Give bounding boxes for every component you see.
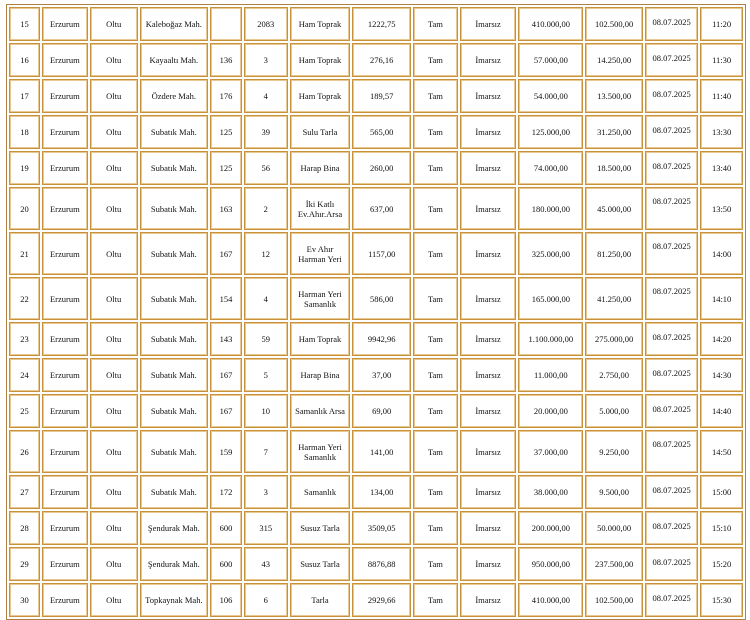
property-type-cell: Samanlık (290, 475, 351, 509)
block-number-cell (210, 7, 242, 41)
district-cell: Oltu (90, 475, 138, 509)
estimated-value-cell: 37.000,00 (518, 430, 583, 473)
province-cell: Erzurum (42, 394, 88, 428)
district-cell: Oltu (90, 151, 138, 185)
estimated-value-cell: 180.000,00 (518, 187, 583, 230)
auction-table (6, 4, 746, 620)
table-row (9, 475, 743, 509)
table-row (9, 547, 743, 581)
province-cell: Erzurum (42, 547, 88, 581)
neighborhood-cell: Subatık Mah. (140, 430, 208, 473)
area-cell: 9942,96 (352, 322, 411, 356)
share-cell: Tam (413, 430, 458, 473)
district-cell: Oltu (90, 547, 138, 581)
block-number-cell: 167 (210, 232, 242, 275)
zoning-status-cell: İmarsız (460, 430, 517, 473)
province-cell: Erzurum (42, 151, 88, 185)
deposit-amount-cell: 18.500,00 (585, 151, 643, 185)
share-cell: Tam (413, 475, 458, 509)
block-number-cell: 176 (210, 79, 242, 113)
area-cell: 2929,66 (352, 583, 411, 617)
table-row (9, 187, 743, 230)
estimated-value-cell: 74.000,00 (518, 151, 583, 185)
auction-time-cell: 15:10 (700, 511, 743, 545)
estimated-value-cell: 325.000,00 (518, 232, 583, 275)
share-cell: Tam (413, 115, 458, 149)
neighborhood-cell: Subatık Mah. (140, 115, 208, 149)
table-row (9, 511, 743, 545)
property-type-cell: Sulu Tarla (290, 115, 351, 149)
neighborhood-cell: Subatık Mah. (140, 322, 208, 356)
auction-date-cell: 08.07.2025 (645, 115, 698, 149)
neighborhood-cell: Subatık Mah. (140, 358, 208, 392)
estimated-value-cell: 125.000,00 (518, 115, 583, 149)
area-cell: 637,00 (352, 187, 411, 230)
zoning-status-cell: İmarsız (460, 43, 517, 77)
parcel-number-cell: 6 (244, 583, 288, 617)
share-cell: Tam (413, 187, 458, 230)
deposit-amount-cell: 14.250,00 (585, 43, 643, 77)
share-cell: Tam (413, 547, 458, 581)
property-type-cell: Harman Yeri Samanlık (290, 277, 351, 320)
province-cell: Erzurum (42, 430, 88, 473)
table-row (9, 322, 743, 356)
row-number-cell: 21 (9, 232, 40, 275)
row-number-cell: 29 (9, 547, 40, 581)
estimated-value-cell: 54.000,00 (518, 79, 583, 113)
table-row (9, 394, 743, 428)
district-cell: Oltu (90, 394, 138, 428)
auction-date-cell: 08.07.2025 (645, 358, 698, 392)
neighborhood-cell: Subatık Mah. (140, 151, 208, 185)
table-row (9, 115, 743, 149)
district-cell: Oltu (90, 79, 138, 113)
auction-date-cell: 08.07.2025 (645, 511, 698, 545)
share-cell: Tam (413, 232, 458, 275)
auction-table-container (6, 4, 746, 620)
table-row (9, 79, 743, 113)
area-cell: 276,16 (352, 43, 411, 77)
deposit-amount-cell: 13.500,00 (585, 79, 643, 113)
auction-time-cell: 11:40 (700, 79, 743, 113)
share-cell: Tam (413, 583, 458, 617)
auction-date-cell: 08.07.2025 (645, 277, 698, 320)
row-number-cell: 22 (9, 277, 40, 320)
zoning-status-cell: İmarsız (460, 322, 517, 356)
zoning-status-cell: İmarsız (460, 79, 517, 113)
table-row (9, 358, 743, 392)
property-type-cell: Samanlık Arsa (290, 394, 351, 428)
parcel-number-cell: 3 (244, 43, 288, 77)
share-cell: Tam (413, 277, 458, 320)
auction-time-cell: 13:40 (700, 151, 743, 185)
parcel-number-cell: 5 (244, 358, 288, 392)
property-type-cell: Harap Bina (290, 151, 351, 185)
auction-time-cell: 13:50 (700, 187, 743, 230)
deposit-amount-cell: 275.000,00 (585, 322, 643, 356)
block-number-cell: 163 (210, 187, 242, 230)
zoning-status-cell: İmarsız (460, 277, 517, 320)
estimated-value-cell: 200.000,00 (518, 511, 583, 545)
estimated-value-cell: 410.000,00 (518, 7, 583, 41)
row-number-cell: 16 (9, 43, 40, 77)
parcel-number-cell: 7 (244, 430, 288, 473)
area-cell: 260,00 (352, 151, 411, 185)
deposit-amount-cell: 81.250,00 (585, 232, 643, 275)
neighborhood-cell: Kayaaltı Mah. (140, 43, 208, 77)
auction-date-cell: 08.07.2025 (645, 430, 698, 473)
property-type-cell: Harap Bina (290, 358, 351, 392)
zoning-status-cell: İmarsız (460, 115, 517, 149)
district-cell: Oltu (90, 322, 138, 356)
property-type-cell: Ham Toprak (290, 79, 351, 113)
property-type-cell: Ham Toprak (290, 7, 351, 41)
parcel-number-cell: 12 (244, 232, 288, 275)
estimated-value-cell: 38.000,00 (518, 475, 583, 509)
zoning-status-cell: İmarsız (460, 394, 517, 428)
auction-date-cell: 08.07.2025 (645, 583, 698, 617)
province-cell: Erzurum (42, 475, 88, 509)
province-cell: Erzurum (42, 187, 88, 230)
province-cell: Erzurum (42, 277, 88, 320)
province-cell: Erzurum (42, 358, 88, 392)
zoning-status-cell: İmarsız (460, 187, 517, 230)
parcel-number-cell: 2 (244, 187, 288, 230)
zoning-status-cell: İmarsız (460, 151, 517, 185)
row-number-cell: 20 (9, 187, 40, 230)
neighborhood-cell: Subatık Mah. (140, 277, 208, 320)
auction-date-cell: 08.07.2025 (645, 187, 698, 230)
area-cell: 565,00 (352, 115, 411, 149)
auction-date-cell: 08.07.2025 (645, 7, 698, 41)
auction-time-cell: 14:10 (700, 277, 743, 320)
estimated-value-cell: 57.000,00 (518, 43, 583, 77)
auction-date-cell: 08.07.2025 (645, 394, 698, 428)
zoning-status-cell: İmarsız (460, 232, 517, 275)
block-number-cell: 125 (210, 151, 242, 185)
estimated-value-cell: 11.000,00 (518, 358, 583, 392)
parcel-number-cell: 59 (244, 322, 288, 356)
area-cell: 1222,75 (352, 7, 411, 41)
deposit-amount-cell: 41.250,00 (585, 277, 643, 320)
table-row (9, 7, 743, 41)
row-number-cell: 18 (9, 115, 40, 149)
auction-date-cell: 08.07.2025 (645, 79, 698, 113)
parcel-number-cell: 4 (244, 79, 288, 113)
row-number-cell: 17 (9, 79, 40, 113)
auction-date-cell: 08.07.2025 (645, 322, 698, 356)
block-number-cell: 172 (210, 475, 242, 509)
block-number-cell: 167 (210, 358, 242, 392)
estimated-value-cell: 165.000,00 (518, 277, 583, 320)
parcel-number-cell: 4 (244, 277, 288, 320)
province-cell: Erzurum (42, 232, 88, 275)
share-cell: Tam (413, 43, 458, 77)
block-number-cell: 106 (210, 583, 242, 617)
deposit-amount-cell: 45.000,00 (585, 187, 643, 230)
block-number-cell: 167 (210, 394, 242, 428)
auction-time-cell: 13:30 (700, 115, 743, 149)
block-number-cell: 125 (210, 115, 242, 149)
parcel-number-cell: 315 (244, 511, 288, 545)
district-cell: Oltu (90, 583, 138, 617)
area-cell: 586,00 (352, 277, 411, 320)
auction-time-cell: 14:40 (700, 394, 743, 428)
table-row (9, 583, 743, 617)
area-cell: 37,00 (352, 358, 411, 392)
province-cell: Erzurum (42, 115, 88, 149)
area-cell: 134,00 (352, 475, 411, 509)
property-type-cell: İki Katlı Ev.Ahır.Arsa (290, 187, 351, 230)
area-cell: 1157,00 (352, 232, 411, 275)
parcel-number-cell: 3 (244, 475, 288, 509)
province-cell: Erzurum (42, 7, 88, 41)
auction-date-cell: 08.07.2025 (645, 475, 698, 509)
parcel-number-cell: 56 (244, 151, 288, 185)
row-number-cell: 24 (9, 358, 40, 392)
block-number-cell: 600 (210, 511, 242, 545)
property-type-cell: Ev Ahır Harman Yeri (290, 232, 351, 275)
neighborhood-cell: Topkaynak Mah. (140, 583, 208, 617)
neighborhood-cell: Subatık Mah. (140, 475, 208, 509)
block-number-cell: 159 (210, 430, 242, 473)
deposit-amount-cell: 5.000,00 (585, 394, 643, 428)
table-row (9, 277, 743, 320)
neighborhood-cell: Subatık Mah. (140, 394, 208, 428)
property-type-cell: Susuz Tarla (290, 511, 351, 545)
zoning-status-cell: İmarsız (460, 358, 517, 392)
province-cell: Erzurum (42, 511, 88, 545)
deposit-amount-cell: 2.750,00 (585, 358, 643, 392)
row-number-cell: 15 (9, 7, 40, 41)
neighborhood-cell: Subatık Mah. (140, 187, 208, 230)
deposit-amount-cell: 50.000,00 (585, 511, 643, 545)
district-cell: Oltu (90, 358, 138, 392)
deposit-amount-cell: 102.500,00 (585, 583, 643, 617)
parcel-number-cell: 2083 (244, 7, 288, 41)
auction-date-cell: 08.07.2025 (645, 232, 698, 275)
auction-date-cell: 08.07.2025 (645, 547, 698, 581)
district-cell: Oltu (90, 7, 138, 41)
zoning-status-cell: İmarsız (460, 511, 517, 545)
parcel-number-cell: 10 (244, 394, 288, 428)
auction-date-cell: 08.07.2025 (645, 151, 698, 185)
auction-time-cell: 14:20 (700, 322, 743, 356)
auction-time-cell: 14:50 (700, 430, 743, 473)
deposit-amount-cell: 102.500,00 (585, 7, 643, 41)
auction-time-cell: 15:20 (700, 547, 743, 581)
auction-time-cell: 11:20 (700, 7, 743, 41)
district-cell: Oltu (90, 232, 138, 275)
province-cell: Erzurum (42, 43, 88, 77)
property-type-cell: Ham Toprak (290, 322, 351, 356)
estimated-value-cell: 410.000,00 (518, 583, 583, 617)
share-cell: Tam (413, 322, 458, 356)
neighborhood-cell: Şendurak Mah. (140, 511, 208, 545)
property-type-cell: Ham Toprak (290, 43, 351, 77)
block-number-cell: 136 (210, 43, 242, 77)
table-body (9, 7, 743, 617)
parcel-number-cell: 43 (244, 547, 288, 581)
share-cell: Tam (413, 151, 458, 185)
property-type-cell: Harman Yeri Samanlık (290, 430, 351, 473)
block-number-cell: 154 (210, 277, 242, 320)
share-cell: Tam (413, 7, 458, 41)
block-number-cell: 143 (210, 322, 242, 356)
province-cell: Erzurum (42, 583, 88, 617)
district-cell: Oltu (90, 430, 138, 473)
table-row (9, 232, 743, 275)
zoning-status-cell: İmarsız (460, 7, 517, 41)
district-cell: Oltu (90, 277, 138, 320)
province-cell: Erzurum (42, 322, 88, 356)
province-cell: Erzurum (42, 79, 88, 113)
share-cell: Tam (413, 79, 458, 113)
deposit-amount-cell: 31.250,00 (585, 115, 643, 149)
auction-time-cell: 14:00 (700, 232, 743, 275)
row-number-cell: 27 (9, 475, 40, 509)
estimated-value-cell: 1.100.000,00 (518, 322, 583, 356)
district-cell: Oltu (90, 43, 138, 77)
table-row (9, 151, 743, 185)
district-cell: Oltu (90, 511, 138, 545)
zoning-status-cell: İmarsız (460, 475, 517, 509)
share-cell: Tam (413, 358, 458, 392)
auction-date-cell: 08.07.2025 (645, 43, 698, 77)
parcel-number-cell: 39 (244, 115, 288, 149)
district-cell: Oltu (90, 187, 138, 230)
auction-time-cell: 14:30 (700, 358, 743, 392)
table-row (9, 43, 743, 77)
area-cell: 3509,05 (352, 511, 411, 545)
auction-time-cell: 15:00 (700, 475, 743, 509)
property-type-cell: Tarla (290, 583, 351, 617)
deposit-amount-cell: 9.500,00 (585, 475, 643, 509)
estimated-value-cell: 20.000,00 (518, 394, 583, 428)
area-cell: 69,00 (352, 394, 411, 428)
auction-time-cell: 11:30 (700, 43, 743, 77)
neighborhood-cell: Kaleboğaz Mah. (140, 7, 208, 41)
block-number-cell: 600 (210, 547, 242, 581)
area-cell: 8876,88 (352, 547, 411, 581)
district-cell: Oltu (90, 115, 138, 149)
deposit-amount-cell: 9.250,00 (585, 430, 643, 473)
auction-time-cell: 15:30 (700, 583, 743, 617)
area-cell: 141,00 (352, 430, 411, 473)
row-number-cell: 19 (9, 151, 40, 185)
row-number-cell: 25 (9, 394, 40, 428)
estimated-value-cell: 950.000,00 (518, 547, 583, 581)
property-type-cell: Susuz Tarla (290, 547, 351, 581)
row-number-cell: 30 (9, 583, 40, 617)
share-cell: Tam (413, 511, 458, 545)
deposit-amount-cell: 237.500,00 (585, 547, 643, 581)
neighborhood-cell: Özdere Mah. (140, 79, 208, 113)
share-cell: Tam (413, 394, 458, 428)
row-number-cell: 26 (9, 430, 40, 473)
table-row (9, 430, 743, 473)
area-cell: 189,57 (352, 79, 411, 113)
neighborhood-cell: Şendurak Mah. (140, 547, 208, 581)
zoning-status-cell: İmarsız (460, 547, 517, 581)
row-number-cell: 23 (9, 322, 40, 356)
zoning-status-cell: İmarsız (460, 583, 517, 617)
neighborhood-cell: Subatık Mah. (140, 232, 208, 275)
row-number-cell: 28 (9, 511, 40, 545)
